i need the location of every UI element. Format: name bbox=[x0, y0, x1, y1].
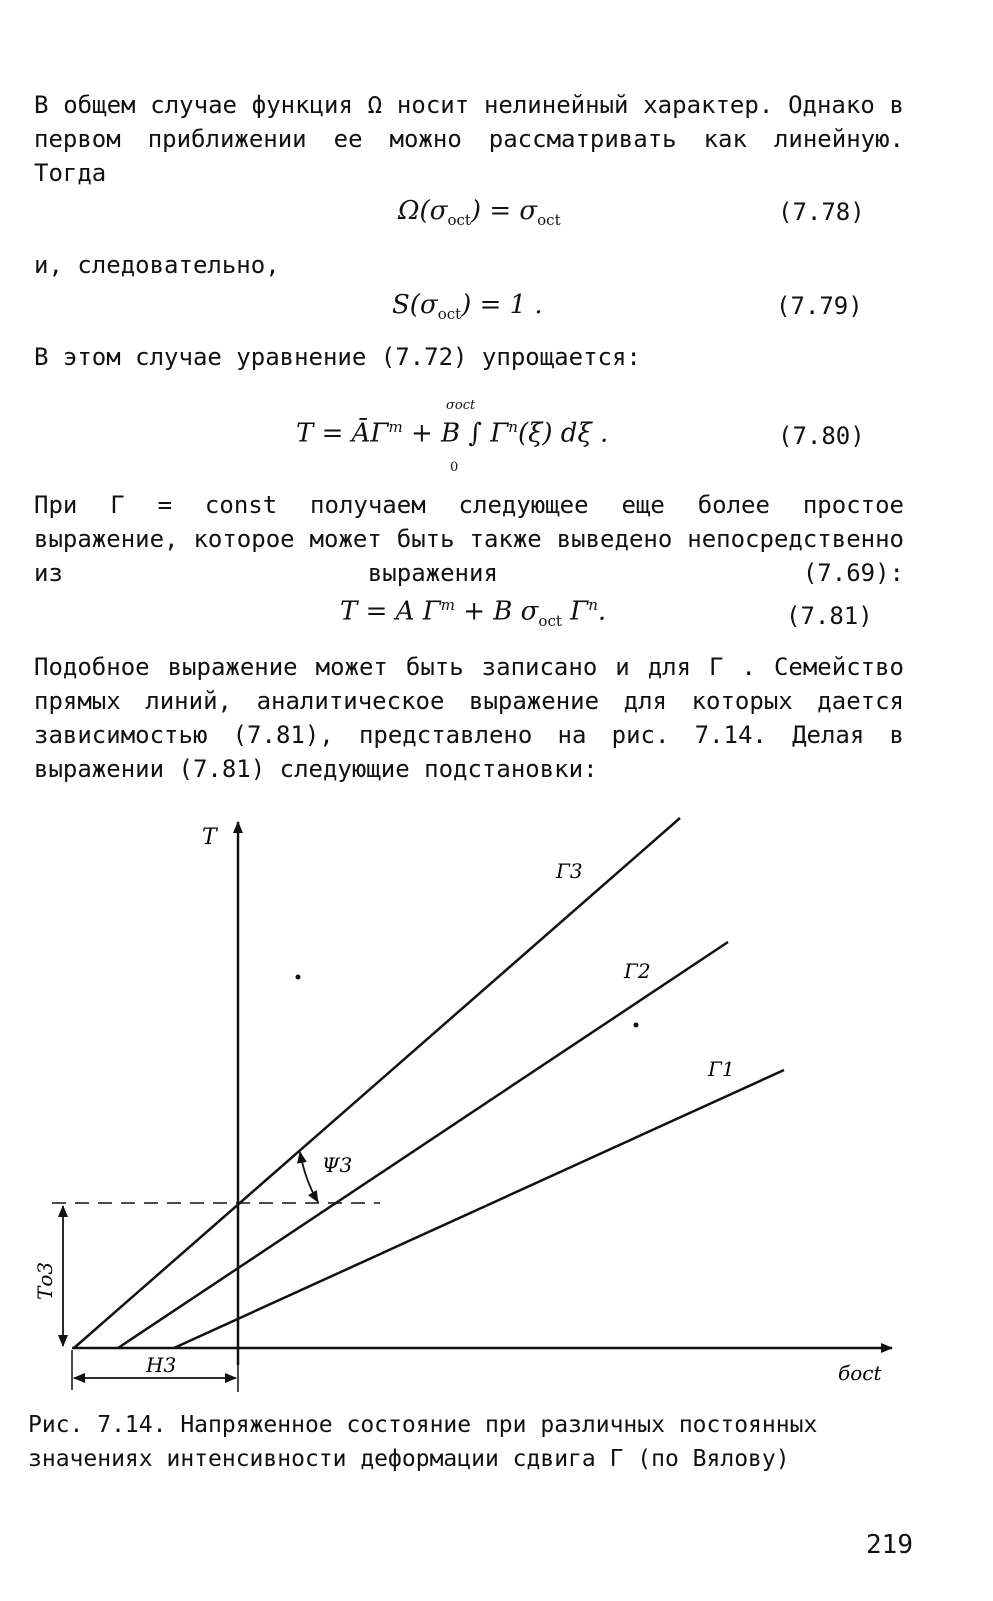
eq80-mid: + B ∫ Γ bbox=[402, 418, 509, 449]
equation-7-79 bbox=[392, 290, 543, 323]
angle-arc bbox=[300, 1152, 318, 1202]
eq81-sub: oct bbox=[538, 611, 562, 630]
line-gamma-1 bbox=[174, 1070, 784, 1348]
label-gamma-2: Γ2 bbox=[624, 959, 651, 983]
equation-number-7-81: (7.81) bbox=[786, 602, 873, 630]
equation-number-7-78: (7.78) bbox=[778, 198, 865, 226]
eq81-tail: Γ bbox=[561, 596, 589, 627]
scan-dot bbox=[296, 975, 301, 980]
x-axis-label: бoct bbox=[838, 1361, 882, 1385]
eq81-part: T = A Γ bbox=[340, 596, 441, 627]
page-number: 219 bbox=[866, 1530, 913, 1560]
eq78-mid: ) = σ bbox=[470, 196, 538, 226]
eq78-part: Ω(σ bbox=[398, 196, 448, 226]
eq78-sub: oct bbox=[447, 211, 471, 230]
figure-7-14 bbox=[0, 800, 993, 1400]
eq81-sup: m bbox=[440, 596, 455, 614]
eq80-sup: m bbox=[388, 418, 403, 436]
label-offset: H3 bbox=[146, 1353, 177, 1377]
integral-upper-limit: σoct bbox=[446, 398, 476, 413]
eq81-mid: + B σ bbox=[454, 596, 539, 627]
label-intercept: Tо3 bbox=[33, 1261, 57, 1300]
equation-number-7-79: (7.79) bbox=[776, 292, 863, 320]
equation-7-81 bbox=[340, 596, 606, 630]
integral-lower-limit: 0 bbox=[450, 460, 459, 475]
paragraph-family: Подобное выражение может быть записано и для Γ . Семейство прямых линий, аналитическое выражение для которых дается зависимостью (7.81), представлено на рис. 7.14. Делая в выражении (7.81) следующие подстановки: bbox=[34, 653, 904, 783]
label-gamma-3: Γ3 bbox=[556, 859, 583, 883]
figure-caption: Рис. 7.14. Напряженное состояние при различных постоянных значениях интенсивности деформации сдвига Γ (по Вялову) bbox=[28, 1412, 818, 1472]
equation-7-80 bbox=[296, 418, 608, 449]
paragraph-consequently: и, следовательно, bbox=[34, 251, 280, 279]
eq80-sup2: n bbox=[508, 418, 518, 436]
label-psi-3: Ψ3 bbox=[322, 1153, 353, 1177]
y-axis-label: T bbox=[202, 825, 217, 850]
eq81-dot: . bbox=[597, 596, 607, 627]
eq79-sub: oct bbox=[437, 305, 462, 324]
paragraph-const: При Γ = const получаем следующее еще более простое выражение, которое может быть также выведено непосредственно из выражения (7.69): bbox=[34, 491, 904, 587]
line-gamma-3 bbox=[74, 818, 680, 1348]
line-gamma-2 bbox=[118, 942, 728, 1348]
paragraph-simplifies: В этом случае уравнение (7.72) упрощается: bbox=[34, 343, 641, 371]
eq79-part: S(σ bbox=[392, 290, 438, 320]
eq78-sub2: oct bbox=[537, 211, 561, 230]
paragraph-intro: В общем случае функция Ω носит нелинейный характер. Однако в первом приближении ее можно рассматривать как линейную. Тогда bbox=[34, 91, 904, 187]
label-gamma-1: Γ1 bbox=[708, 1057, 735, 1081]
eq81-sup2: n bbox=[588, 596, 598, 614]
eq80-part: T = ĀΓ bbox=[296, 418, 389, 449]
eq80-tail: (ξ) dξ . bbox=[517, 418, 609, 449]
equation-number-7-80: (7.80) bbox=[778, 422, 865, 450]
equation-7-78 bbox=[398, 196, 561, 229]
scan-dot bbox=[634, 1023, 639, 1028]
eq79-tail: ) = 1 . bbox=[461, 290, 543, 320]
